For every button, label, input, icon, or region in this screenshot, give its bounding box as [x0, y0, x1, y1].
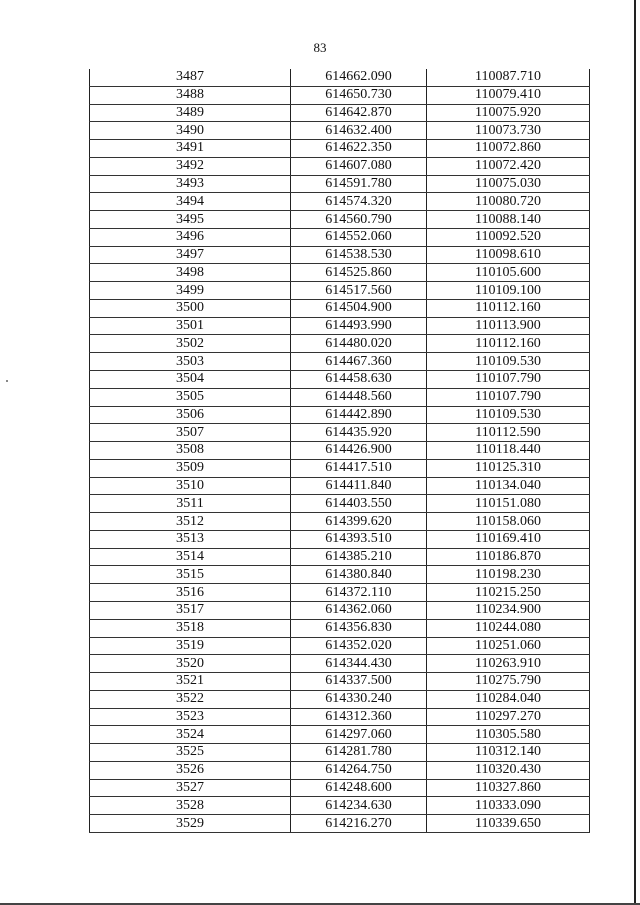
y-coordinate-cell: 110107.790: [427, 388, 590, 406]
x-coordinate-cell: 614264.750: [291, 761, 427, 779]
table-row: [90, 353, 590, 371]
x-coordinate-cell: 614281.780: [291, 744, 427, 762]
y-coordinate-cell: 110339.650: [427, 815, 590, 833]
point-number-cell: 3498: [90, 264, 291, 282]
table-row: [90, 406, 590, 424]
table-row: [90, 264, 590, 282]
x-coordinate-cell: 614525.860: [291, 264, 427, 282]
y-coordinate-cell: 110297.270: [427, 708, 590, 726]
point-number-cell: 3528: [90, 797, 291, 815]
x-coordinate-cell: 614426.900: [291, 442, 427, 460]
point-number-cell: 3493: [90, 175, 291, 193]
y-coordinate-cell: 110075.030: [427, 175, 590, 193]
point-number-cell: 3514: [90, 548, 291, 566]
y-coordinate-cell: 110320.430: [427, 761, 590, 779]
table-row: [90, 584, 590, 602]
x-coordinate-cell: 614399.620: [291, 513, 427, 531]
x-coordinate-cell: 614234.630: [291, 797, 427, 815]
point-number-cell: 3525: [90, 744, 291, 762]
point-number-cell: 3515: [90, 566, 291, 584]
y-coordinate-cell: 110125.310: [427, 459, 590, 477]
point-number-cell: 3504: [90, 371, 291, 389]
point-number-cell: 3510: [90, 477, 291, 495]
x-coordinate-cell: 614362.060: [291, 601, 427, 619]
x-coordinate-cell: 614552.060: [291, 228, 427, 246]
y-coordinate-cell: 110109.100: [427, 282, 590, 300]
table-row: [90, 424, 590, 442]
point-number-cell: 3499: [90, 282, 291, 300]
x-coordinate-cell: 614417.510: [291, 459, 427, 477]
y-coordinate-cell: 110198.230: [427, 566, 590, 584]
y-coordinate-cell: 110244.080: [427, 619, 590, 637]
y-coordinate-cell: 110098.610: [427, 246, 590, 264]
y-coordinate-cell: 110109.530: [427, 406, 590, 424]
y-coordinate-cell: 110107.790: [427, 371, 590, 389]
y-coordinate-cell: 110118.440: [427, 442, 590, 460]
table-row: [90, 459, 590, 477]
point-number-cell: 3519: [90, 637, 291, 655]
table-row: [90, 477, 590, 495]
x-coordinate-cell: 614403.550: [291, 495, 427, 513]
point-number-cell: 3529: [90, 815, 291, 833]
table-row: [90, 690, 590, 708]
point-number-cell: 3491: [90, 140, 291, 158]
point-number-cell: 3500: [90, 299, 291, 317]
x-coordinate-cell: 614574.320: [291, 193, 427, 211]
x-coordinate-cell: 614467.360: [291, 353, 427, 371]
point-number-cell: 3509: [90, 459, 291, 477]
x-coordinate-cell: 614642.870: [291, 104, 427, 122]
point-number-cell: 3505: [90, 388, 291, 406]
y-coordinate-cell: 110079.410: [427, 86, 590, 104]
x-coordinate-cell: 614493.990: [291, 317, 427, 335]
x-coordinate-cell: 614607.080: [291, 157, 427, 175]
table-row: [90, 442, 590, 460]
table-row: [90, 335, 590, 353]
y-coordinate-cell: 110112.160: [427, 335, 590, 353]
point-number-cell: 3524: [90, 726, 291, 744]
table-row: [90, 228, 590, 246]
point-number-cell: 3496: [90, 228, 291, 246]
y-coordinate-cell: 110072.860: [427, 140, 590, 158]
table-row: [90, 69, 590, 86]
point-number-cell: 3516: [90, 584, 291, 602]
table-row: [90, 513, 590, 531]
y-coordinate-cell: 110284.040: [427, 690, 590, 708]
x-coordinate-cell: 614385.210: [291, 548, 427, 566]
x-coordinate-cell: 614480.020: [291, 335, 427, 353]
table-row: [90, 86, 590, 104]
y-coordinate-cell: 110312.140: [427, 744, 590, 762]
y-coordinate-cell: 110263.910: [427, 655, 590, 673]
table-row: [90, 601, 590, 619]
y-coordinate-cell: 110251.060: [427, 637, 590, 655]
point-number-cell: 3527: [90, 779, 291, 797]
x-coordinate-cell: 614538.530: [291, 246, 427, 264]
table-row: [90, 140, 590, 158]
table-row: [90, 761, 590, 779]
table-row: [90, 211, 590, 229]
x-coordinate-cell: 614380.840: [291, 566, 427, 584]
point-number-cell: 3517: [90, 601, 291, 619]
table-row: [90, 548, 590, 566]
y-coordinate-cell: 110275.790: [427, 673, 590, 691]
table-row: [90, 104, 590, 122]
x-coordinate-cell: 614632.400: [291, 122, 427, 140]
x-coordinate-cell: 614216.270: [291, 815, 427, 833]
point-number-cell: 3521: [90, 673, 291, 691]
point-number-cell: 3507: [90, 424, 291, 442]
x-coordinate-cell: 614330.240: [291, 690, 427, 708]
table-row: [90, 122, 590, 140]
table-row: [90, 246, 590, 264]
x-coordinate-cell: 614337.500: [291, 673, 427, 691]
y-coordinate-cell: 110158.060: [427, 513, 590, 531]
page-number: 83: [313, 40, 327, 55]
point-number-cell: 3518: [90, 619, 291, 637]
y-coordinate-cell: 110075.920: [427, 104, 590, 122]
y-coordinate-cell: 110134.040: [427, 477, 590, 495]
point-number-cell: 3492: [90, 157, 291, 175]
y-coordinate-cell: 110186.870: [427, 548, 590, 566]
point-number-cell: 3502: [90, 335, 291, 353]
y-coordinate-cell: 110105.600: [427, 264, 590, 282]
point-number-cell: 3513: [90, 530, 291, 548]
point-number-cell: 3490: [90, 122, 291, 140]
table-row: [90, 708, 590, 726]
y-coordinate-cell: 110333.090: [427, 797, 590, 815]
y-coordinate-cell: 110087.710: [427, 69, 590, 86]
y-coordinate-cell: 110169.410: [427, 530, 590, 548]
y-coordinate-cell: 110151.080: [427, 495, 590, 513]
table-row: [90, 317, 590, 335]
table-row: [90, 282, 590, 300]
x-coordinate-cell: 614312.360: [291, 708, 427, 726]
y-coordinate-cell: 110109.530: [427, 353, 590, 371]
point-number-cell: 3489: [90, 104, 291, 122]
x-coordinate-cell: 614591.780: [291, 175, 427, 193]
x-coordinate-cell: 614448.560: [291, 388, 427, 406]
table-row: [90, 495, 590, 513]
point-number-cell: 3495: [90, 211, 291, 229]
point-number-cell: 3526: [90, 761, 291, 779]
y-coordinate-cell: 110080.720: [427, 193, 590, 211]
x-coordinate-cell: 614442.890: [291, 406, 427, 424]
x-coordinate-cell: 614393.510: [291, 530, 427, 548]
table-row: [90, 175, 590, 193]
y-coordinate-cell: 110112.160: [427, 299, 590, 317]
y-coordinate-cell: 110112.590: [427, 424, 590, 442]
point-number-cell: 3488: [90, 86, 291, 104]
y-coordinate-cell: 110215.250: [427, 584, 590, 602]
x-coordinate-cell: 614248.600: [291, 779, 427, 797]
x-coordinate-cell: 614504.900: [291, 299, 427, 317]
table-row: [90, 566, 590, 584]
point-number-cell: 3523: [90, 708, 291, 726]
point-number-cell: 3506: [90, 406, 291, 424]
table-row: [90, 797, 590, 815]
table-row: [90, 388, 590, 406]
point-number-cell: 3501: [90, 317, 291, 335]
table-row: [90, 157, 590, 175]
point-number-cell: 3508: [90, 442, 291, 460]
x-coordinate-cell: 614411.840: [291, 477, 427, 495]
table-row: [90, 815, 590, 833]
y-coordinate-cell: 110234.900: [427, 601, 590, 619]
x-coordinate-cell: 614517.560: [291, 282, 427, 300]
y-coordinate-cell: 110113.900: [427, 317, 590, 335]
table-row: [90, 193, 590, 211]
y-coordinate-cell: 110327.860: [427, 779, 590, 797]
x-coordinate-cell: 614297.060: [291, 726, 427, 744]
point-number-cell: 3511: [90, 495, 291, 513]
point-number-cell: 3520: [90, 655, 291, 673]
y-coordinate-cell: 110088.140: [427, 211, 590, 229]
table-row: [90, 371, 590, 389]
y-coordinate-cell: 110073.730: [427, 122, 590, 140]
x-coordinate-cell: 614356.830: [291, 619, 427, 637]
point-number-cell: 3512: [90, 513, 291, 531]
scan-right-edge: [634, 0, 636, 905]
table-row: [90, 726, 590, 744]
table-row: [90, 619, 590, 637]
table-row: [90, 655, 590, 673]
y-coordinate-cell: 110092.520: [427, 228, 590, 246]
table-row: [90, 673, 590, 691]
x-coordinate-cell: 614622.350: [291, 140, 427, 158]
x-coordinate-cell: 614435.920: [291, 424, 427, 442]
coordinates-table: [89, 69, 590, 833]
point-number-cell: 3503: [90, 353, 291, 371]
point-number-cell: 3494: [90, 193, 291, 211]
x-coordinate-cell: 614344.430: [291, 655, 427, 673]
coordinates-table-body: [90, 69, 590, 832]
table-row: [90, 637, 590, 655]
x-coordinate-cell: 614560.790: [291, 211, 427, 229]
x-coordinate-cell: 614352.020: [291, 637, 427, 655]
x-coordinate-cell: 614650.730: [291, 86, 427, 104]
table-row: [90, 530, 590, 548]
point-number-cell: 3497: [90, 246, 291, 264]
scan-speck: [6, 380, 8, 382]
point-number-cell: 3487: [90, 69, 291, 86]
x-coordinate-cell: 614662.090: [291, 69, 427, 86]
y-coordinate-cell: 110305.580: [427, 726, 590, 744]
x-coordinate-cell: 614458.630: [291, 371, 427, 389]
table-row: [90, 779, 590, 797]
y-coordinate-cell: 110072.420: [427, 157, 590, 175]
x-coordinate-cell: 614372.110: [291, 584, 427, 602]
point-number-cell: 3522: [90, 690, 291, 708]
table-row: [90, 744, 590, 762]
table-row: [90, 299, 590, 317]
